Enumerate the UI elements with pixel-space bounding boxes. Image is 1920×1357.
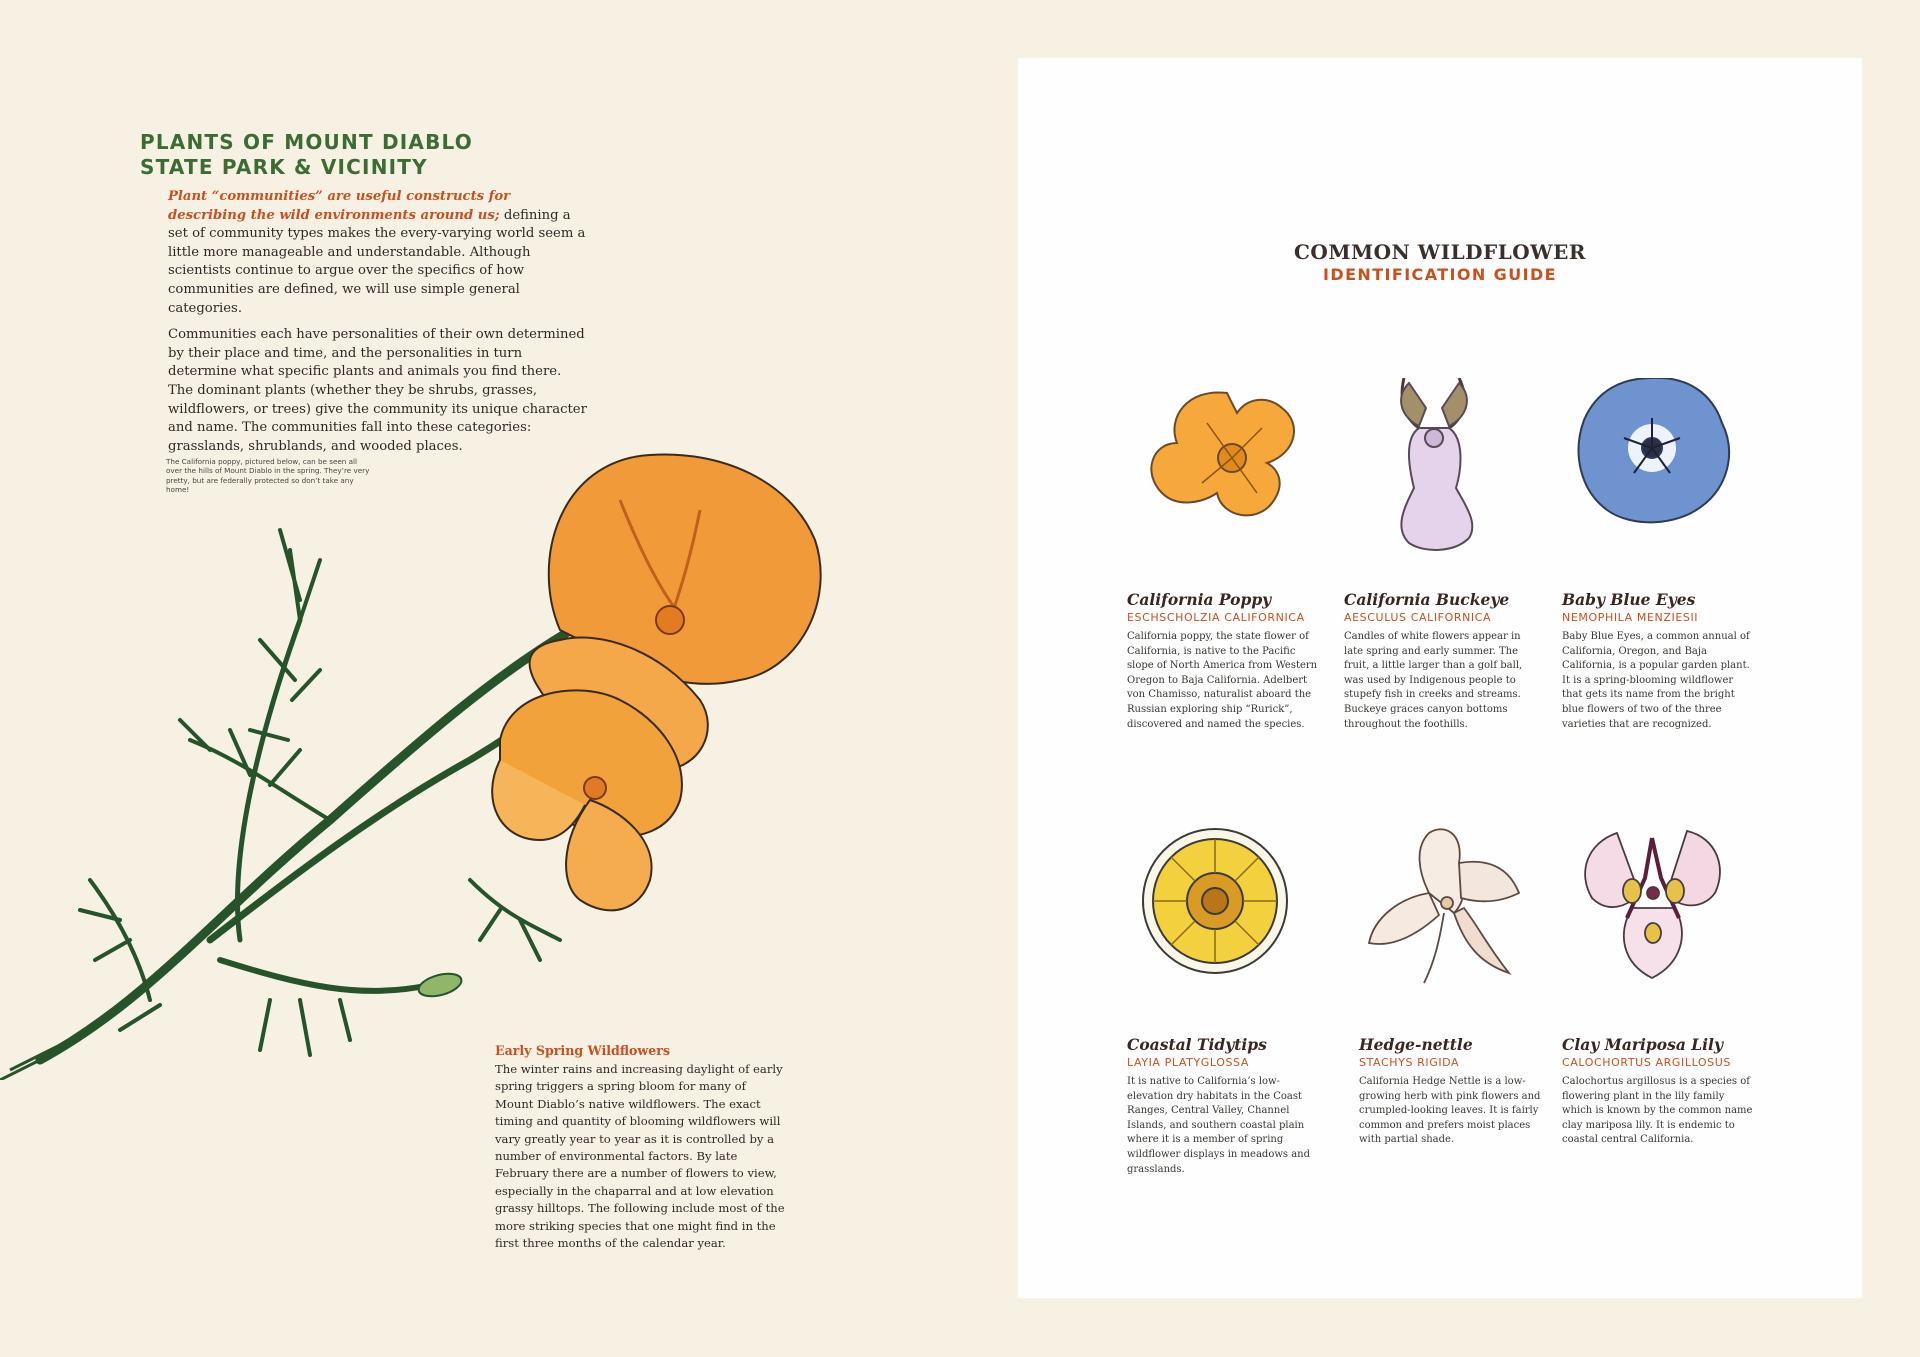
guide-subtitle: IDENTIFICATION GUIDE — [1323, 265, 1557, 284]
title-line-1: PLANTS OF MOUNT DIABLO — [140, 130, 473, 154]
flower-entry-baby-blue-eyes — [1562, 378, 1762, 732]
california-poppy-icon — [1127, 378, 1327, 590]
scientific-name: ESCHSCHOLZIA CALIFORNICA — [1127, 611, 1305, 624]
flower-description: Baby Blue Eyes, a common annual of California, Oregon, and Baja California, is a popular garden plant. It is a spring-blooming wildflower that gets its name from the bright blue flowers of two of the three varieties that are recognized. — [1562, 631, 1750, 730]
flower-entry-california-poppy — [1127, 378, 1327, 732]
scientific-name: NEMOPHILA MENZIESII — [1562, 611, 1699, 624]
title-line-2: STATE PARK & VICINITY — [140, 155, 428, 179]
flower-name: California Poppy — [1127, 590, 1272, 609]
flower-name: Hedge-nettle — [1359, 1035, 1473, 1054]
intro-lead: Plant “communities” are useful constructs for describing the wild environments around us; — [168, 189, 511, 223]
flower-name: California Buckeye — [1344, 590, 1510, 609]
flower-name: Clay Mariposa Lily — [1562, 1035, 1723, 1054]
intro-paragraph-1 — [168, 188, 588, 318]
early-spring-heading: Early Spring Wildflowers — [495, 1043, 670, 1058]
page-title — [140, 130, 473, 180]
flower-entry-clay-mariposa-lily — [1562, 823, 1762, 1148]
california-poppy-illustration — [0, 440, 840, 1080]
flower-description: California poppy, the state flower of California, is native to the Pacific slope of North America from Western Oregon to Baja California. Adelbert von Chamisso, naturalist aboard the Russian exploring ship “Rurick”, discovered and named the species. — [1127, 631, 1318, 730]
identification-guide-card — [1018, 58, 1862, 1298]
clay-mariposa-lily-icon — [1562, 823, 1762, 1035]
california-buckeye-icon — [1344, 378, 1544, 590]
flower-name: Coastal Tidytips — [1127, 1035, 1267, 1054]
flower-entry-hedge-nettle — [1359, 823, 1559, 1148]
flower-name: Baby Blue Eyes — [1562, 590, 1696, 609]
hedge-nettle-icon — [1359, 823, 1559, 1035]
guide-title: COMMON WILDFLOWER — [1293, 240, 1586, 264]
flower-description: Calochortus argillosus is a species of flowering plant in the lily family which is known by the common name clay mariposa lily. It is endemic to coastal central California. — [1562, 1076, 1753, 1146]
flower-entry-california-buckeye — [1344, 378, 1544, 732]
flower-entry-coastal-tidytips — [1127, 823, 1327, 1177]
intro-rest: defining a set of community types makes the every-varying world seem a little more manageable and understandable. Although scientists continue to argue over the specifics of how communities are defined, we will use simple general categories. — [168, 207, 586, 316]
early-spring-body: The winter rains and increasing daylight of early spring triggers a spring bloom for many of Mount Diablo’s native wildflowers. The exact timing and quantity of blooming wildflowers will vary greatly year to year as it is controlled by a number of environmental factors. By late February there are a number of flowers to view, especially in the chaparral and at low elevation grassy hilltops. The following include most of the more striking species that one might find in the first three months of the calendar year. — [495, 1062, 785, 1251]
scientific-name: STACHYS RIGIDA — [1359, 1056, 1460, 1069]
poppy-caption: The California poppy, pictured below, can be seen all over the hills of Mount Diablo in the spring. They’re very pretty, but are federally protected so don’t take any home! — [166, 457, 370, 495]
scientific-name: AESCULUS CALIFORNICA — [1344, 611, 1492, 624]
intro-paragraph-2: Communities each have personalities of their own determined by their place and time, and the personalities in turn determine what specific plants and animals you find there. The dominant plants (whether they be shrubs, grasses, wildflowers, or trees) give the community its unique character and name. The communities fall into these categories: grasslands, shrublands, and wooded places. — [168, 327, 587, 454]
scientific-name: LAYIA PLATYGLOSSA — [1127, 1056, 1249, 1069]
flower-description: California Hedge Nettle is a low-growing herb with pink flowers and crumpled-looking leaves. It is fairly common and prefers moist places with partial shade. — [1359, 1076, 1541, 1146]
scientific-name: CALOCHORTUS ARGILLOSUS — [1562, 1056, 1731, 1069]
flower-description: Candles of white flowers appear in late spring and early summer. The fruit, a little larger than a golf ball, was used by Indigenous people to stupefy fish in creeks and streams. Buckeye graces canyon bottoms throughout the foothills. — [1344, 631, 1523, 730]
flower-description: It is native to California’s low-elevation dry habitats in the Coast Ranges, Central Valley, Channel Islands, and southern coastal plain where it is a member of spring wildflower displays in meadows and grasslands. — [1127, 1076, 1311, 1175]
baby-blue-eyes-icon — [1562, 378, 1762, 590]
poppy-flower-lower — [492, 690, 682, 910]
coastal-tidytips-icon — [1127, 823, 1327, 1035]
intro-text — [168, 188, 588, 464]
